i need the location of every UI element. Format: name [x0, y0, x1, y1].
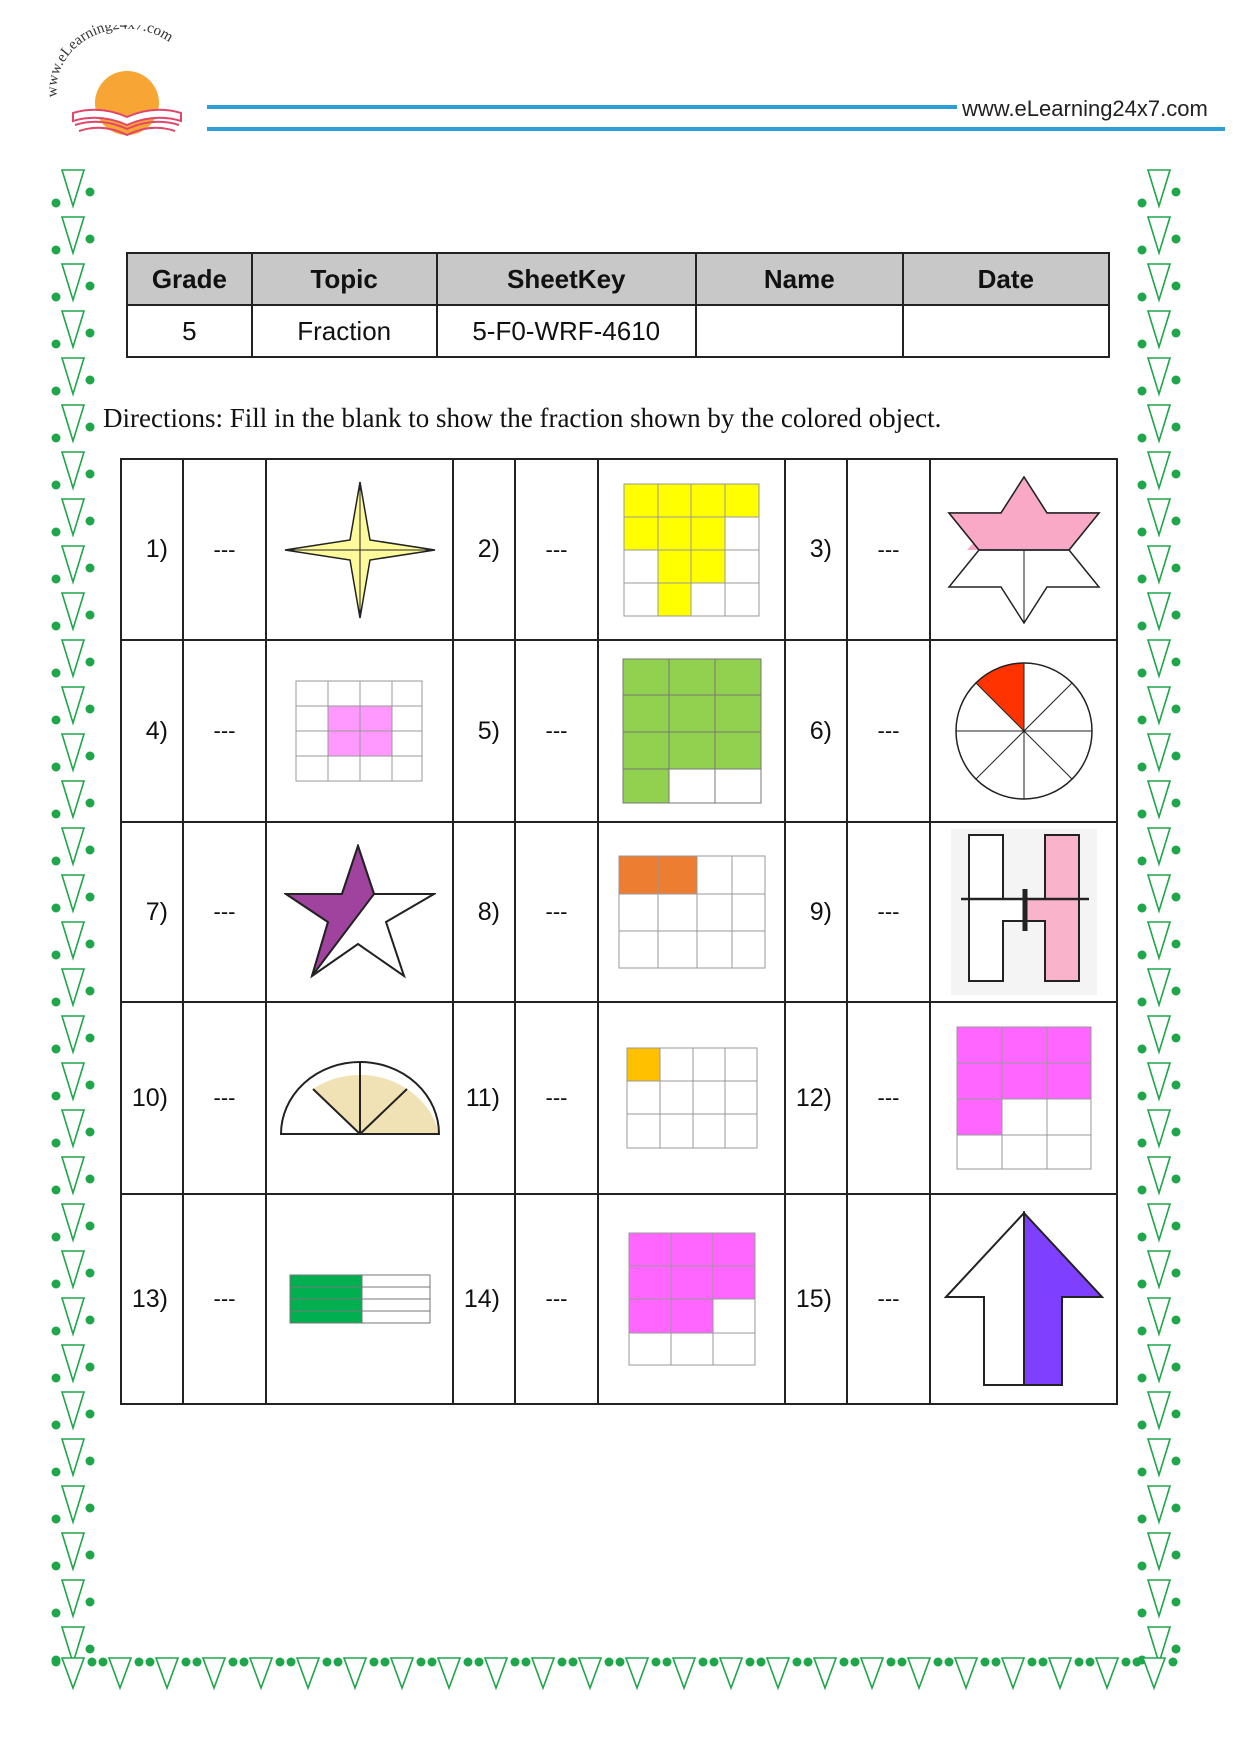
header-name: Name	[696, 253, 903, 305]
problem-number: 14)	[453, 1194, 515, 1404]
semicircle-sectors-icon	[279, 1058, 441, 1138]
topic-value: Fraction	[252, 305, 437, 357]
problem-number: 3)	[785, 459, 847, 640]
grid-shape-icon	[617, 854, 767, 970]
four-point-star-icon	[280, 480, 440, 620]
grid-shape-icon	[621, 657, 763, 805]
answer-blank[interactable]: ---	[515, 1194, 598, 1404]
answer-blank[interactable]: ---	[515, 640, 598, 822]
problem-figure	[266, 1194, 453, 1404]
letter-h-icon	[951, 829, 1097, 995]
problem-number: 12)	[785, 1002, 847, 1194]
problem-number: 8)	[453, 822, 515, 1002]
problem-number: 10)	[121, 1002, 183, 1194]
name-field[interactable]	[696, 305, 903, 357]
problem-figure	[598, 1002, 785, 1194]
answer-blank[interactable]: ---	[515, 822, 598, 1002]
problem-figure	[930, 1194, 1117, 1404]
header-rule-top	[207, 105, 957, 109]
problem-number: 9)	[785, 822, 847, 1002]
problem-figure	[598, 459, 785, 640]
problem-figure	[598, 640, 785, 822]
grid-shape-icon	[627, 1231, 757, 1367]
bar-strips-icon	[288, 1273, 432, 1325]
answer-blank[interactable]: ---	[847, 1002, 930, 1194]
header-grade: Grade	[127, 253, 252, 305]
problem-number: 11)	[453, 1002, 515, 1194]
answer-blank[interactable]: ---	[847, 1194, 930, 1404]
answer-blank[interactable]: ---	[183, 1194, 266, 1404]
problem-number: 15)	[785, 1194, 847, 1404]
header-sheetkey: SheetKey	[437, 253, 697, 305]
grid-shape-icon	[622, 482, 762, 618]
grid-shape-icon	[295, 680, 425, 782]
answer-blank[interactable]: ---	[847, 459, 930, 640]
problem-number: 7)	[121, 822, 183, 1002]
problem-figure	[930, 822, 1117, 1002]
problem-figure	[930, 640, 1117, 822]
site-url-link[interactable]: www.eLearning24x7.com	[962, 96, 1208, 121]
answer-blank[interactable]: ---	[183, 459, 266, 640]
problems-grid	[120, 458, 1118, 1405]
problem-figure	[598, 822, 785, 1002]
logo-arc-text: www.eLearning2 7.com	[45, 25, 176, 98]
grade-value: 5	[127, 305, 252, 357]
problem-number: 2)	[453, 459, 515, 640]
directions-text: Directions: Fill in the blank to show the fraction shown by the colored object.	[103, 403, 942, 433]
problem-figure	[598, 1194, 785, 1404]
problem-number: 1)	[121, 459, 183, 640]
answer-blank[interactable]: ---	[183, 640, 266, 822]
answer-blank[interactable]: ---	[515, 1002, 598, 1194]
header-topic: Topic	[252, 253, 437, 305]
answer-blank[interactable]: ---	[847, 640, 930, 822]
problem-figure	[930, 459, 1117, 640]
six-point-star-icon	[944, 475, 1104, 625]
problem-figure	[266, 640, 453, 822]
problem-number: 6)	[785, 640, 847, 822]
answer-blank[interactable]: ---	[847, 822, 930, 1002]
logo-sun-book-icon	[45, 25, 210, 150]
arrow-icon	[944, 1211, 1104, 1387]
date-field[interactable]	[903, 305, 1109, 357]
header-rule-bottom	[207, 127, 1225, 131]
circle-sectors-icon	[952, 659, 1096, 803]
site-logo[interactable]	[45, 25, 210, 150]
grid-shape-icon	[955, 1025, 1093, 1171]
five-point-star-icon	[284, 844, 436, 980]
answer-blank[interactable]: ---	[515, 459, 598, 640]
problem-figure	[930, 1002, 1117, 1194]
problem-number: 4)	[121, 640, 183, 822]
answer-blank[interactable]: ---	[183, 822, 266, 1002]
grid-shape-icon	[625, 1046, 759, 1150]
problem-figure	[266, 459, 453, 640]
worksheet-info-table	[126, 252, 1110, 358]
header-date: Date	[903, 253, 1109, 305]
problem-number: 13)	[121, 1194, 183, 1404]
problem-figure	[266, 822, 453, 1002]
answer-blank[interactable]: ---	[183, 1002, 266, 1194]
problem-figure	[266, 1002, 453, 1194]
problem-number: 5)	[453, 640, 515, 822]
sheetkey-value: 5-F0-WRF-4610	[437, 305, 697, 357]
